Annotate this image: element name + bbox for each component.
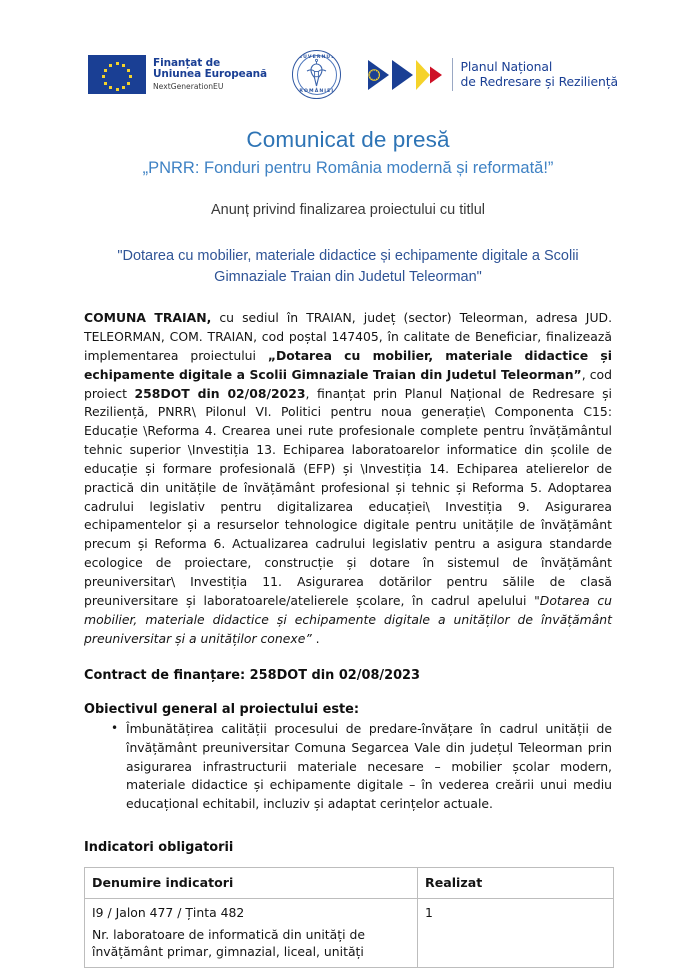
indicators-section-label: Indicatori obligatorii xyxy=(84,840,234,856)
body-segment-1: cu sediul în TRAIAN, județ (sector) Teleorman, adresa JUD. TELEORMAN, COM. TRAIAN, cod poștal 147405, în calitate de Beneficiar, finalizează implementarea proiectului xyxy=(84,310,613,363)
project-title-line2: Gimnaziale Traian din Judetul Teleorman" xyxy=(214,268,482,285)
body-segment-4: . xyxy=(311,630,320,646)
eu-logo-line2: Uniunea Europeană xyxy=(153,68,268,81)
guvernul-romaniei-seal-icon xyxy=(292,50,341,99)
table-row xyxy=(85,899,614,968)
pnrr-logo-divider xyxy=(452,58,453,91)
objective-bullet-list xyxy=(84,720,612,813)
main-paragraph xyxy=(84,309,612,648)
announcement-line: Anunț privind finalizarea proiectului cu titlul xyxy=(210,202,486,218)
contract-heading: Contract de finanțare: 258DOT din 02/08/2023 xyxy=(84,668,420,684)
indicator-code: I9 / Jalon 477 / Ținta 482 xyxy=(92,905,245,921)
eu-flag-icon xyxy=(88,55,146,94)
project-title xyxy=(84,246,612,287)
pnrr-logo-line2: de Redresare și Reziliență xyxy=(460,73,618,89)
project-title-line1: "Dotarea cu mobilier, materiale didactice și echipamente digitale a Scolii xyxy=(117,248,579,264)
indicator-description: Nr. laboratoare de informatică din unități de învățământ primar, gimnazial, liceal, unități xyxy=(92,926,365,960)
eu-funding-logo xyxy=(88,55,267,94)
table-header-row xyxy=(85,868,614,899)
eu-logo-text xyxy=(153,58,267,92)
body-segment-3: , finanțat prin Planul Național de Redresare și Reziliență, PNRR\ Pilonul VI. Politici pentru noua generație\ Componenta C15: Educație \Reforma 4. Crearea unei rute profesionale complete pentru învățământul tehnic superior \Investiția 13. Echiparea laboratoarelor informatice din școlile de educație și formare profesională (EFP) și \Investiția 14. Echiparea atelierelor de practică din unitățile de învățământ profesional și tehnic și Reforma 5. Adoptarea cadrului legislativ pentru digitalizarea educației\ Investiția 9. Asigurarea echipamentelor și a resurselor tehnologice digitale pentru unitățile de învățământ precum și Reforma 6. Actualizarea cadrului legislativ pentru a asigura standarde ecologice de proiectare, construcție și dotare în sistemul de învățământ preuniversitar\ Investiția 11. Asigurarea dotărilor pentru sălile de clasă preuniversitare și laboratoarele/atelierele școlare, în cadrul apelului xyxy=(84,385,612,608)
seal-top-text: GUVERNUL xyxy=(298,55,336,61)
pnrr-logo-line1: Planul Național xyxy=(460,58,553,74)
funding-logos-header xyxy=(88,0,618,105)
project-code: 258DOT din 02/08/2023 xyxy=(134,385,306,401)
page-subtitle: „PNRR: Fonduri pentru România modernă și reformată!” xyxy=(142,159,554,177)
table-header-realizat: Realizat xyxy=(418,868,614,899)
table-cell-realizat: 1 xyxy=(418,899,614,968)
body-segment-2: , cod proiect xyxy=(84,366,613,401)
table-cell-indicator-name xyxy=(85,899,418,968)
page-title: Comunicat de presă xyxy=(246,127,450,152)
project-name-bold: „Dotarea cu mobilier, materiale didactice și echipamente digitale a Scolii Gimnaziale Traian din Judetul Teleorman” xyxy=(84,347,612,382)
objective-heading: Obiectivul general al proiectului este: xyxy=(84,702,360,718)
eu-logo-line3: NextGenerationEU xyxy=(153,82,224,91)
table-header-denumire: Denumire indicatori xyxy=(85,868,418,899)
eu-logo-line1: Finanțat de xyxy=(153,56,221,69)
pnrr-logo-text xyxy=(460,60,618,89)
pnrr-logo xyxy=(366,55,618,95)
list-item: • Îmbunătățirea calității procesului de predare-învățare în cadrul unității de învățământ preuniversitar Comuna Segarcea Vale din județul Teleorman prin asigurarea infrastructurii materiale necesare – mobilier școlar modern, materiale didactice și echipamente digitale – în vederea creării unui mediu educațional echitabil, incluziv și adaptat cerințelor actuale. xyxy=(126,720,612,813)
indicators-table xyxy=(84,867,614,968)
pnrr-arrows-icon xyxy=(366,55,446,95)
beneficiary-name: COMUNA TRAIAN, xyxy=(84,310,212,326)
call-name-italic: "Dotarea cu mobilier, materiale didactice și echipamente digitale a unităților de învățământ preuniversitar și a unităților conexe” xyxy=(84,592,612,646)
seal-bottom-text: ROMÂNIEI xyxy=(299,89,335,95)
